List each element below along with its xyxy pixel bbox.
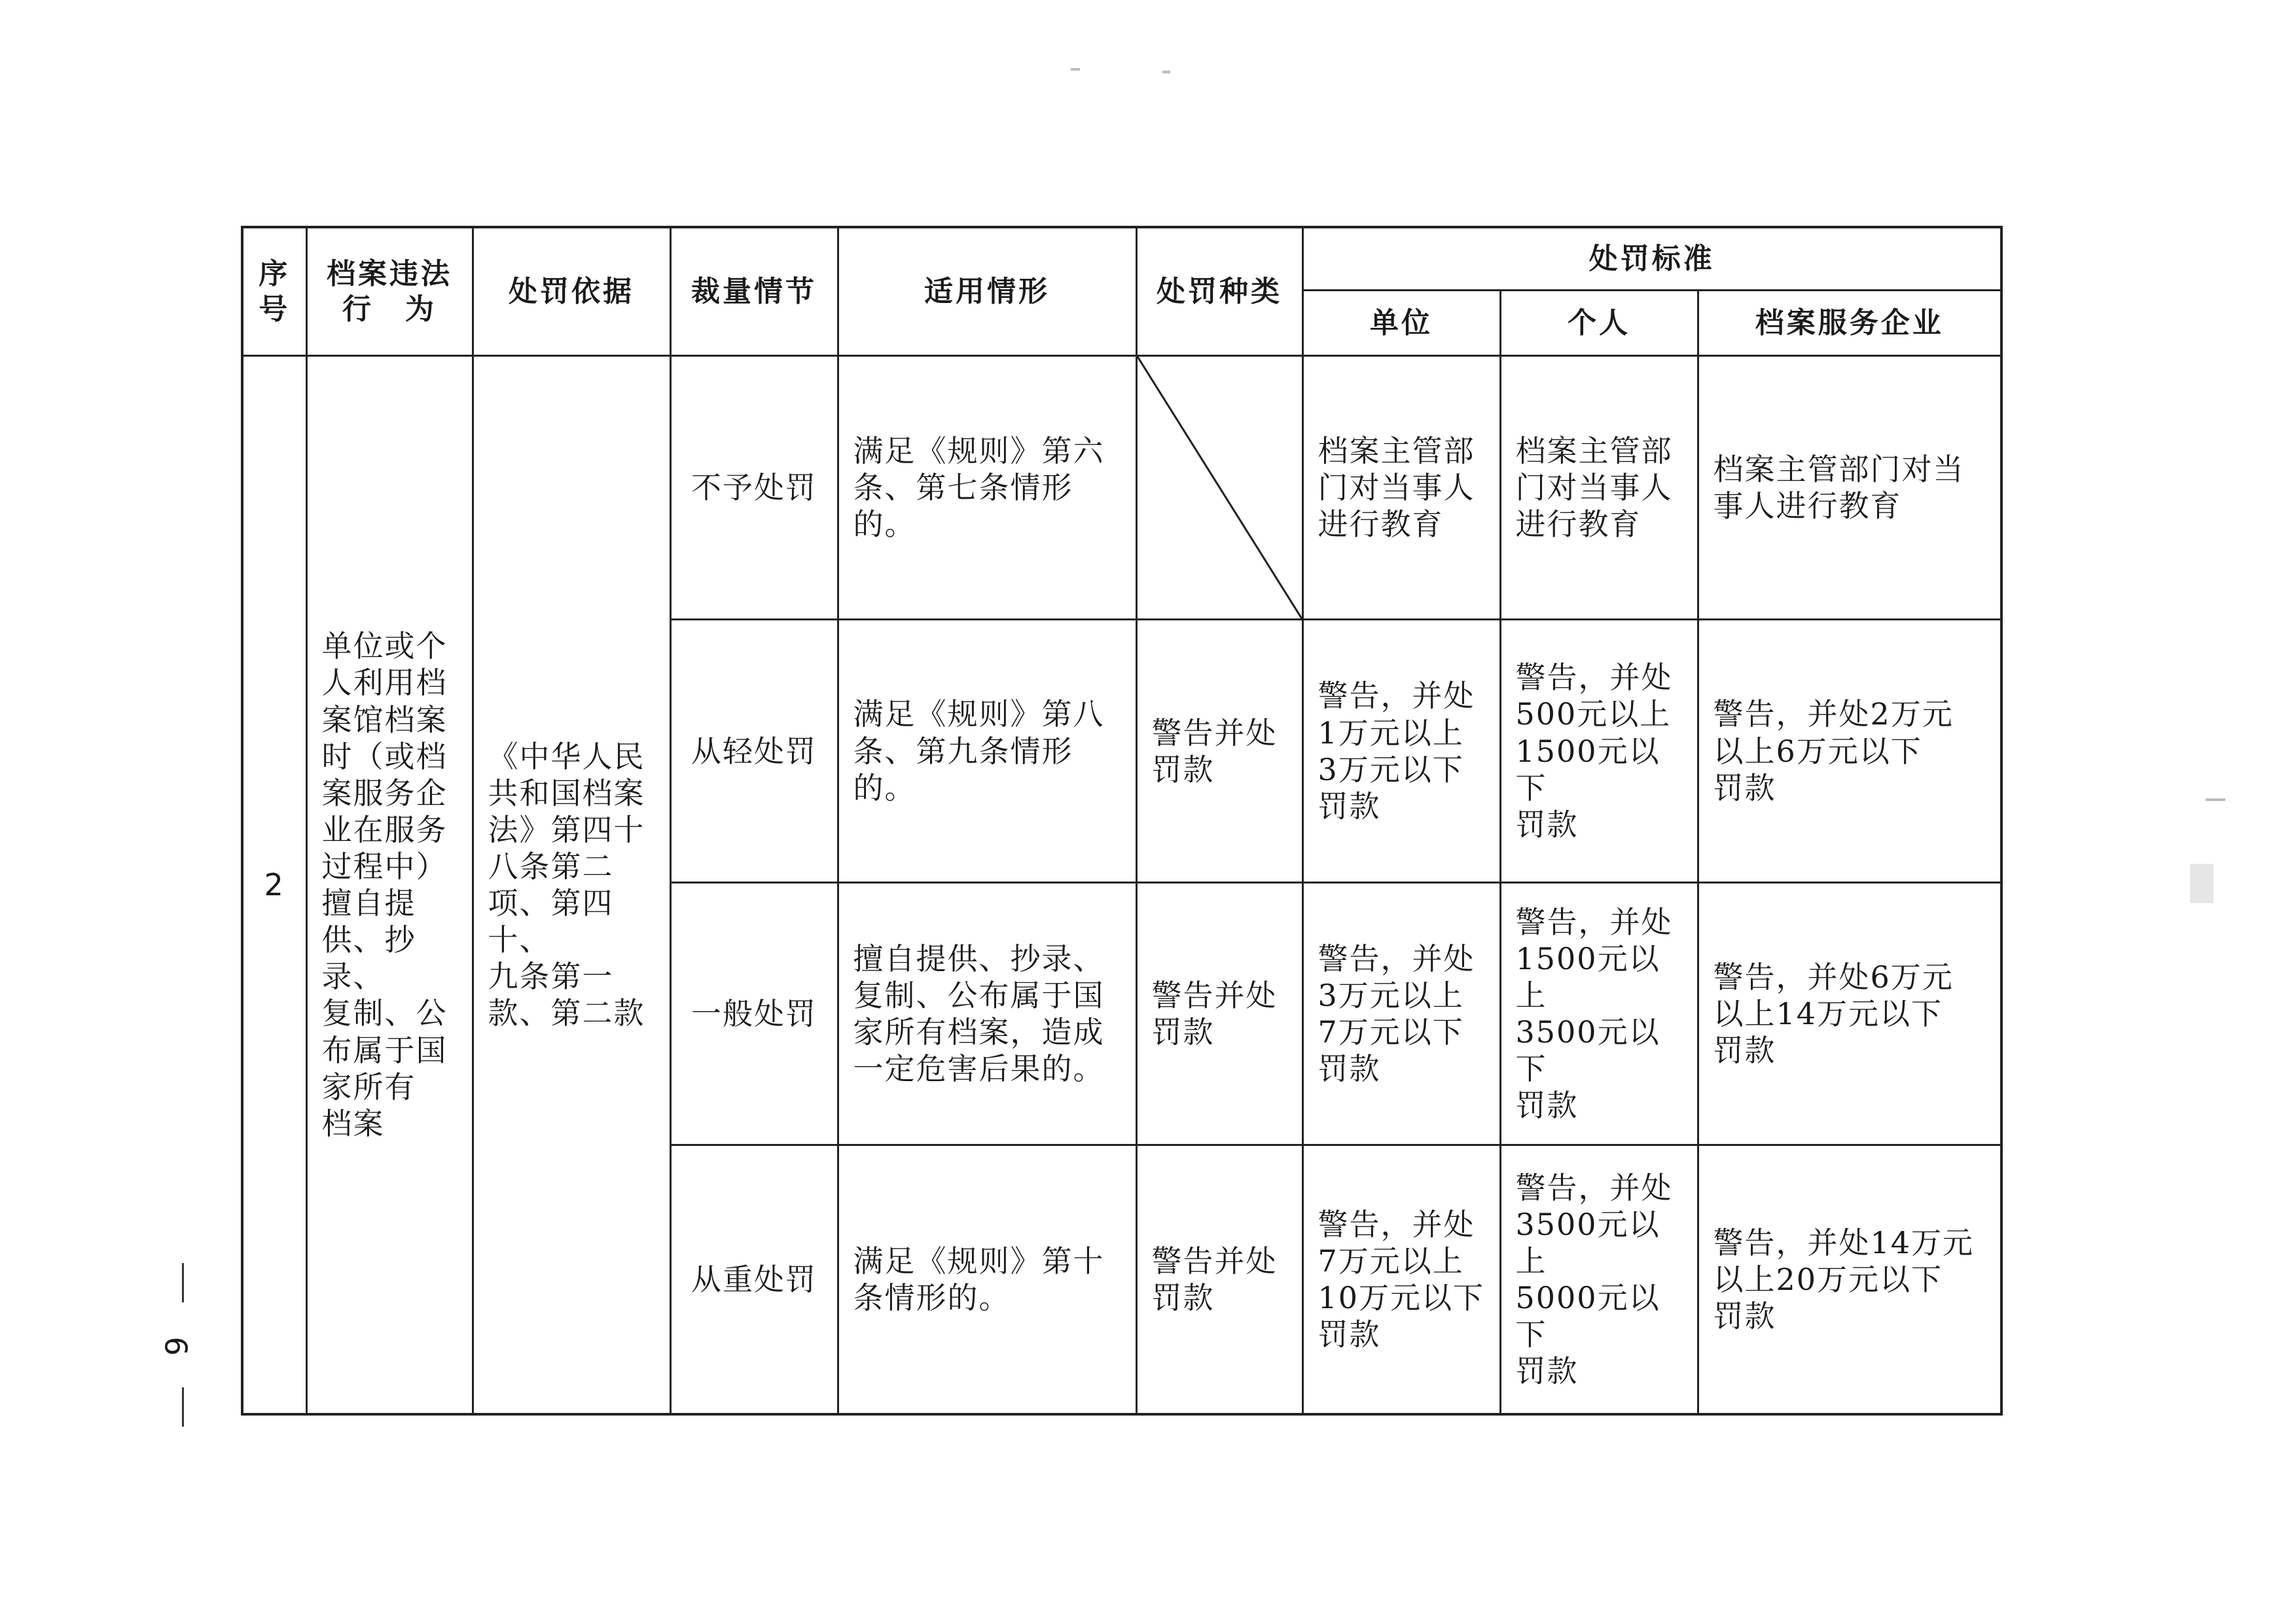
header-discretion: 裁量情节 (670, 227, 838, 356)
enterprise-standard-cell: 警告，并处14万元 以上20万元以下 罚款 (1698, 1145, 2001, 1414)
person-standard-cell: 警告，并处 500元以上 1500元以下 罚款 (1500, 620, 1698, 882)
unit-standard-cell: 档案主管部 门对当事人 进行教育 (1302, 356, 1500, 620)
enterprise-standard-cell: 档案主管部门对当 事人进行教育 (1698, 356, 2001, 620)
header-situation: 适用情形 (838, 227, 1136, 356)
scan-speck (2206, 798, 2225, 801)
header-unit: 单位 (1302, 290, 1500, 355)
unit-standard-cell: 警告，并处 1万元以上 3万元以下 罚款 (1302, 620, 1500, 882)
unit-standard-cell: 警告，并处 7万元以上 10万元以下 罚款 (1302, 1145, 1500, 1414)
header-enterprise: 档案服务企业 (1698, 290, 2001, 355)
discretion-cell: 从轻处罚 (670, 620, 838, 882)
penalty-type-cell: 警告并处 罚款 (1136, 882, 1302, 1145)
page-number-dash-bottom (182, 1387, 184, 1427)
person-standard-cell: 警告，并处 3500元以上 5000元以下 罚款 (1500, 1145, 1698, 1414)
header-penalty-standard: 处罚标准 (1302, 227, 2001, 290)
page-number-dash-top (182, 1263, 184, 1302)
header-seq: 序 号 (242, 227, 306, 356)
page-number: 6 (158, 1336, 194, 1356)
discretion-cell: 一般处罚 (670, 882, 838, 1145)
situation-cell: 满足《规则》第十 条情形的。 (838, 1145, 1136, 1414)
discretion-cell: 从重处罚 (670, 1145, 838, 1414)
header-person: 个人 (1500, 290, 1698, 355)
header-violation: 档案违法 行 为 (306, 227, 473, 356)
penalty-standard-table (241, 226, 2003, 1416)
person-standard-cell: 档案主管部 门对当事人 进行教育 (1500, 356, 1698, 620)
penalty-type-cell: 警告并处 罚款 (1136, 1145, 1302, 1414)
discretion-cell: 不予处罚 (670, 356, 838, 620)
situation-cell: 擅自提供、抄录、 复制、公布属于国 家所有档案，造成 一定危害后果的。 (838, 882, 1136, 1145)
person-standard-cell: 警告，并处 1500元以上 3500元以下 罚款 (1500, 882, 1698, 1145)
scan-speck (2190, 864, 2214, 903)
penalty-type-cell: 警告并处 罚款 (1136, 620, 1302, 882)
unit-standard-cell: 警告，并处 3万元以上 7万元以下 罚款 (1302, 882, 1500, 1145)
situation-cell: 满足《规则》第八 条、第九条情形的。 (838, 620, 1136, 882)
seq-cell: 2 (242, 356, 306, 1414)
scan-speck (1162, 71, 1170, 73)
header-penalty-type: 处罚种类 (1136, 227, 1302, 356)
header-basis: 处罚依据 (473, 227, 670, 356)
table-row (242, 356, 2001, 620)
penalty-type-cell-empty (1136, 356, 1302, 620)
basis-cell: 《中华人民 共和国档案 法》第四十 八条第二 项、第四十、 九条第一 款、第二款 (473, 356, 670, 1414)
enterprise-standard-cell: 警告，并处2万元 以上6万元以下 罚款 (1698, 620, 2001, 882)
enterprise-standard-cell: 警告，并处6万元 以上14万元以下 罚款 (1698, 882, 2001, 1145)
scan-speck (1071, 68, 1080, 71)
situation-cell: 满足《规则》第六 条、第七条情形的。 (838, 356, 1136, 620)
violation-cell: 单位或个 人利用档 案馆档案 时（或档 案服务企 业在服务 过程中） 擅自提 供、抄录、 复制、公 布属于国 家所有 档案 (306, 356, 473, 1414)
diagonal-line (1138, 357, 1302, 618)
page-number-marker (157, 1263, 209, 1433)
